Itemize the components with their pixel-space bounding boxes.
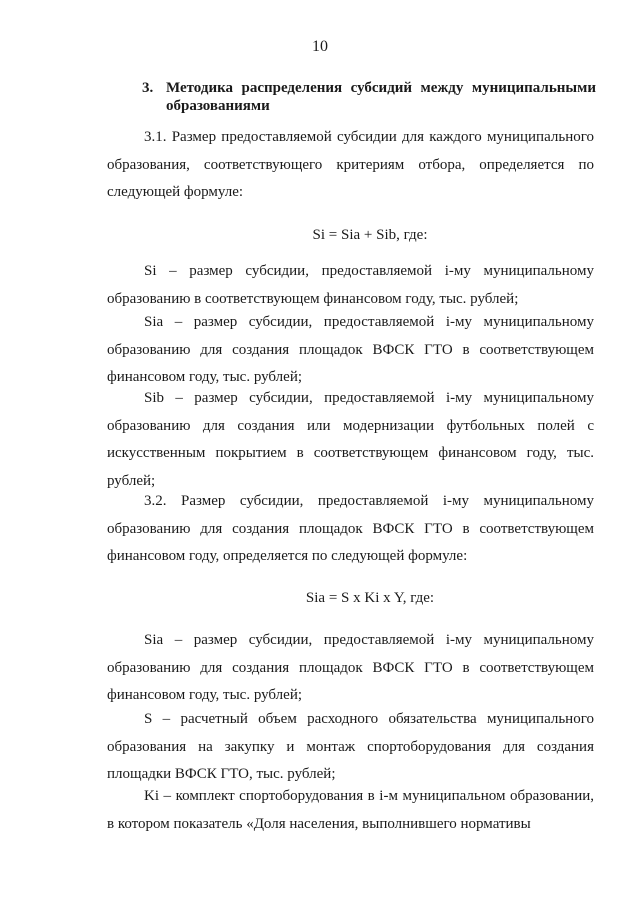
section-title: Методика распределения субсидий между муниципальными образованиями [166, 80, 596, 114]
paragraph-sia-definition-2: Sia – размер субсидии, предоставляемой i-му муниципальному образованию для создания площадок ВФСК ГТО в соответствующем финансовом году, тыс. рублей; [107, 632, 594, 703]
paragraph-si-definition: Si – размер субсидии, предоставляемой i-му муниципальному образованию в соответствующем финансовом году, тыс. рублей; [107, 263, 594, 307]
formula-sia: Sia = S x Ki x Y, где: [305, 590, 435, 606]
paragraph-sia-definition: Sia – размер субсидии, предоставляемой i-му муниципальному образованию для создания площадок ВФСК ГТО в соответствующем финансовом году, тыс. рублей; [107, 314, 594, 385]
section-number: 3. [142, 80, 154, 96]
paragraph-3-1: 3.1. Размер предоставляемой субсидии для каждого муниципального образования, соответствующего критериям отбора, определяется по следующей формуле: [107, 129, 594, 200]
paragraph-sib-definition: Sib – размер субсидии, предоставляемой i-му муниципальному образованию для создания или модернизации футбольных полей с искусственным покрытием в соответствующем финансовом году, тыс. рублей; [107, 390, 594, 489]
paragraph-ki-definition: Ki – комплект спортоборудования в i-м муниципальном образовании, в котором показатель «Доля населения, выполнившего нормативы [107, 788, 594, 832]
page-number: 10 [312, 38, 328, 55]
formula-si: Si = Sia + Sib, где: [312, 227, 428, 243]
paragraph-3-2: 3.2. Размер субсидии, предоставляемой i-му муниципальному образованию для создания площадок ВФСК ГТО в соответствующем финансовом году, определяется по следующей формуле: [107, 493, 594, 564]
paragraph-s-definition: S – расчетный объем расходного обязательства муниципального образования на закупку и монтаж спортоборудования для создания площадки ВФСК ГТО, тыс. рублей; [107, 711, 594, 782]
